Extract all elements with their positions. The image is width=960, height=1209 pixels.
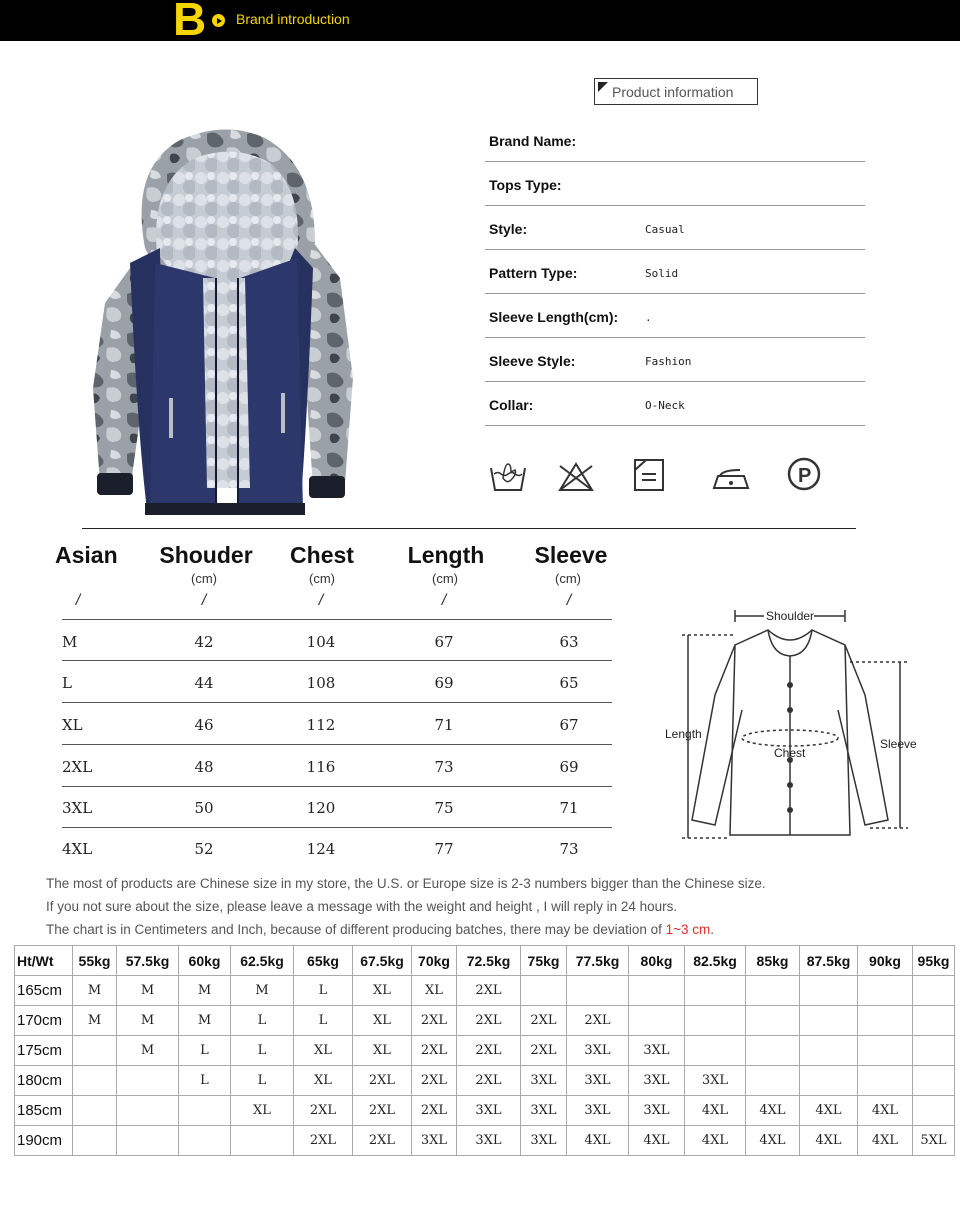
- spec-key: Pattern Type:: [489, 265, 578, 281]
- table-body: [15, 976, 955, 1156]
- size-recommendation-cell: 5XL: [913, 1126, 955, 1156]
- spec-key: Sleeve Style:: [489, 353, 576, 369]
- measurement-cell: 69: [559, 758, 579, 776]
- col-slash: /: [75, 592, 81, 609]
- col-slash: /: [201, 592, 207, 609]
- table-row: [15, 976, 955, 1006]
- measurement-cell: 116: [306, 758, 336, 776]
- size-recommendation-cell: 3XL: [521, 1126, 567, 1156]
- shoulder-label: Shoulder: [766, 609, 815, 623]
- header-title: Brand introduction: [236, 11, 350, 27]
- table-header-row: [15, 946, 955, 976]
- col-unit: (cm): [432, 571, 458, 586]
- size-recommendation-cell: M: [179, 976, 231, 1006]
- size-recommendation-cell: L: [231, 1006, 294, 1036]
- size-recommendation-cell: XL: [353, 1036, 412, 1066]
- row-divider: [62, 786, 612, 787]
- size-recommendation-cell: [913, 976, 955, 1006]
- size-recommendation-cell: [629, 976, 685, 1006]
- measurement-cell: 67: [559, 716, 579, 734]
- table-corner-cell: Ht/Wt: [15, 946, 73, 976]
- note-deviation-value: 1~3 cm: [665, 922, 711, 937]
- size-cell: L: [62, 674, 72, 692]
- weight-header: 72.5kg: [457, 946, 521, 976]
- measurement-cell: 50: [194, 799, 214, 817]
- measurement-cell: 77: [434, 840, 454, 858]
- size-recommendation-cell: [913, 1006, 955, 1036]
- size-recommendation-cell: XL: [353, 976, 412, 1006]
- size-recommendation-cell: [521, 976, 567, 1006]
- note-line-3-text: The chart is in Centimeters and Inch, because of different producing batches, there may be deviation of: [46, 922, 666, 937]
- weight-header: 55kg: [73, 946, 117, 976]
- size-recommendation-cell: [746, 1006, 800, 1036]
- sleeve-label: Sleeve: [880, 737, 917, 751]
- col-unit: (cm): [191, 571, 217, 586]
- size-recommendation-cell: 2XL: [412, 1006, 457, 1036]
- measurement-cell: 46: [194, 716, 214, 734]
- size-recommendation-cell: [117, 1066, 179, 1096]
- spec-list: [485, 118, 865, 426]
- size-recommendation-cell: [231, 1126, 294, 1156]
- size-recommendation-cell: 3XL: [521, 1096, 567, 1126]
- measurement-cell: 48: [194, 758, 214, 776]
- height-cell: 165cm: [15, 976, 73, 1006]
- measurement-cell: 108: [306, 674, 336, 692]
- spec-value: .: [645, 311, 652, 324]
- size-recommendation-cell: 2XL: [457, 1006, 521, 1036]
- size-recommendation-cell: 2XL: [567, 1006, 629, 1036]
- size-recommendation-cell: 3XL: [629, 1036, 685, 1066]
- table-row: [15, 1006, 955, 1036]
- table-row: [15, 1096, 955, 1126]
- table-row: [15, 1126, 955, 1156]
- hoodie-product-image: [85, 128, 370, 523]
- size-recommendation-cell: 2XL: [412, 1096, 457, 1126]
- size-recommendation-cell: XL: [294, 1036, 353, 1066]
- spec-key: Style:: [489, 221, 528, 237]
- spec-value: Solid: [645, 267, 679, 280]
- size-recommendation-cell: M: [73, 1006, 117, 1036]
- measurement-cell: 112: [306, 716, 336, 734]
- spec-key: Sleeve Length(cm):: [489, 309, 619, 325]
- size-recommendation-cell: [685, 1036, 746, 1066]
- size-recommendation-cell: L: [294, 1006, 353, 1036]
- spec-row-brand: [485, 118, 865, 162]
- size-recommendation-cell: [629, 1006, 685, 1036]
- spec-row-tops-type: [485, 162, 865, 206]
- size-recommendation-cell: 3XL: [567, 1036, 629, 1066]
- play-icon: [212, 14, 225, 27]
- size-recommendation-cell: [746, 976, 800, 1006]
- spec-row-pattern: [485, 250, 865, 294]
- size-recommendation-cell: [685, 1006, 746, 1036]
- size-recommendation-cell: [567, 976, 629, 1006]
- measurement-cell: 75: [434, 799, 454, 817]
- length-label: Length: [665, 727, 702, 741]
- size-recommendation-cell: 2XL: [521, 1036, 567, 1066]
- size-recommendation-cell: [858, 1006, 913, 1036]
- size-recommendation-cell: 4XL: [746, 1126, 800, 1156]
- table-row: [15, 1036, 955, 1066]
- size-cell: 2XL: [62, 758, 93, 776]
- section-letter: B: [173, 0, 207, 45]
- size-recommendation-cell: M: [179, 1006, 231, 1036]
- size-recommendation-cell: [800, 1066, 858, 1096]
- size-recommendation-cell: 2XL: [353, 1066, 412, 1096]
- height-cell: 175cm: [15, 1036, 73, 1066]
- measurement-cell: 69: [434, 674, 454, 692]
- size-recommendation-cell: [73, 1066, 117, 1096]
- corner-triangle-icon: [598, 82, 608, 92]
- size-recommendation-cell: 3XL: [457, 1096, 521, 1126]
- row-divider: [62, 827, 612, 828]
- tumble-dry-icon: [630, 456, 670, 496]
- spec-row-collar: [485, 382, 865, 426]
- spec-key: Tops Type:: [489, 177, 562, 193]
- size-recommendation-cell: [858, 1066, 913, 1096]
- col-header-chest: Chest: [290, 542, 354, 568]
- hand-wash-icon: [488, 456, 528, 496]
- size-recommendation-cell: L: [231, 1036, 294, 1066]
- size-recommendation-cell: M: [117, 1036, 179, 1066]
- size-recommendation-cell: 2XL: [457, 1036, 521, 1066]
- size-cell: 4XL: [62, 840, 93, 858]
- size-recommendation-cell: XL: [353, 1006, 412, 1036]
- note-line-3: [46, 922, 714, 937]
- size-recommendation-cell: XL: [412, 976, 457, 1006]
- size-recommendation-cell: 3XL: [412, 1126, 457, 1156]
- size-recommendation-cell: [746, 1036, 800, 1066]
- size-recommendation-cell: [746, 1066, 800, 1096]
- iron-icon: [710, 456, 750, 496]
- size-recommendation-cell: 4XL: [858, 1126, 913, 1156]
- note-line-2: If you not sure about the size, please leave a message with the weight and height , I will reply in 24 hours.: [46, 899, 678, 914]
- col-header-length: Length: [407, 542, 485, 568]
- weight-header: 77.5kg: [567, 946, 629, 976]
- size-recommendation-cell: 4XL: [746, 1096, 800, 1126]
- size-recommendation-cell: [913, 1096, 955, 1126]
- size-recommendation-cell: M: [117, 976, 179, 1006]
- measurement-cell: 73: [559, 840, 579, 858]
- size-recommendation-cell: 2XL: [412, 1066, 457, 1096]
- measurement-cell: 104: [306, 633, 336, 651]
- col-header-shoulder: Shouder: [159, 542, 253, 568]
- measurement-cell: 63: [559, 633, 579, 651]
- size-recommendation-cell: [73, 1126, 117, 1156]
- size-recommendation-cell: M: [117, 1006, 179, 1036]
- size-recommendation-cell: [685, 976, 746, 1006]
- measurement-cell: 73: [434, 758, 454, 776]
- weight-header: 62.5kg: [231, 946, 294, 976]
- weight-header: 67.5kg: [353, 946, 412, 976]
- measurement-cell: 52: [194, 840, 214, 858]
- spec-value: Casual: [645, 223, 685, 236]
- spec-key: Collar:: [489, 397, 534, 413]
- size-recommendation-cell: 4XL: [567, 1126, 629, 1156]
- measurement-cell: 120: [306, 799, 336, 817]
- size-recommendation-cell: L: [179, 1036, 231, 1066]
- weight-header: 85kg: [746, 946, 800, 976]
- spec-value: Fashion: [645, 355, 692, 368]
- measurement-cell: 71: [434, 716, 454, 734]
- do-not-bleach-icon: [556, 456, 596, 496]
- size-recommendation-cell: 4XL: [858, 1096, 913, 1126]
- height-cell: 190cm: [15, 1126, 73, 1156]
- size-recommendation-cell: 3XL: [567, 1066, 629, 1096]
- size-recommendation-cell: 4XL: [800, 1096, 858, 1126]
- weight-header: 65kg: [294, 946, 353, 976]
- product-information-label: [594, 78, 758, 105]
- size-recommendation-cell: 3XL: [567, 1096, 629, 1126]
- size-recommendation-cell: L: [294, 976, 353, 1006]
- col-slash: /: [318, 592, 324, 609]
- size-cell: 3XL: [62, 799, 93, 817]
- size-cell: M: [62, 633, 78, 651]
- size-recommendation-cell: XL: [231, 1096, 294, 1126]
- row-divider: [62, 660, 612, 661]
- col-header-sleeve: Sleeve: [534, 542, 608, 568]
- col-unit: (cm): [555, 571, 581, 586]
- height-cell: 185cm: [15, 1096, 73, 1126]
- chest-label: Chest: [774, 746, 806, 760]
- height-cell: 180cm: [15, 1066, 73, 1096]
- note-line-3-end: .: [710, 922, 715, 937]
- spec-value: O-Neck: [645, 399, 685, 412]
- product-information-text: Product information: [612, 84, 734, 100]
- size-recommendation-cell: [800, 1036, 858, 1066]
- size-recommendation-cell: [858, 1036, 913, 1066]
- svg-text:P: P: [798, 465, 812, 487]
- size-recommendation-cell: M: [231, 976, 294, 1006]
- size-recommendation-cell: 2XL: [294, 1126, 353, 1156]
- spec-row-sleeve-style: [485, 338, 865, 382]
- measurement-cell: 44: [194, 674, 214, 692]
- size-recommendation-cell: 4XL: [685, 1096, 746, 1126]
- measurement-cell: 124: [306, 840, 336, 858]
- size-recommendation-cell: 4XL: [685, 1126, 746, 1156]
- size-recommendation-cell: 3XL: [629, 1066, 685, 1096]
- header-bar: [0, 0, 960, 45]
- size-recommendation-cell: 4XL: [800, 1126, 858, 1156]
- note-line-1: The most of products are Chinese size in my store, the U.S. or Europe size is 2-3 numbers bigger than the Chinese size.: [46, 876, 766, 891]
- row-divider: [62, 619, 612, 620]
- col-slash: /: [566, 592, 572, 609]
- size-recommendation-cell: [913, 1066, 955, 1096]
- col-slash: /: [441, 592, 447, 609]
- size-recommendation-cell: 2XL: [412, 1036, 457, 1066]
- spec-row-sleeve-length: [485, 294, 865, 338]
- weight-header: 90kg: [858, 946, 913, 976]
- spec-row-style: [485, 206, 865, 250]
- size-recommendation-cell: 3XL: [457, 1126, 521, 1156]
- size-recommendation-cell: M: [73, 976, 117, 1006]
- weight-header: 75kg: [521, 946, 567, 976]
- size-recommendation-cell: 2XL: [521, 1006, 567, 1036]
- size-recommendation-cell: [858, 976, 913, 1006]
- col-header-asian: Asian: [55, 542, 118, 568]
- size-recommendation-cell: [913, 1036, 955, 1066]
- measurement-cell: 42: [194, 633, 214, 651]
- size-recommendation-cell: 2XL: [457, 1066, 521, 1096]
- table-row: [15, 1066, 955, 1096]
- size-recommendation-cell: [117, 1096, 179, 1126]
- size-recommendation-cell: 2XL: [353, 1126, 412, 1156]
- size-recommendation-cell: [179, 1126, 231, 1156]
- weight-header: 80kg: [629, 946, 685, 976]
- size-recommendation-cell: 2XL: [353, 1096, 412, 1126]
- size-cell: XL: [62, 716, 83, 734]
- size-recommendation-cell: [800, 1006, 858, 1036]
- row-divider: [62, 702, 612, 703]
- size-recommendation-cell: 4XL: [629, 1126, 685, 1156]
- size-recommendation-cell: 2XL: [457, 976, 521, 1006]
- weight-header: 57.5kg: [117, 946, 179, 976]
- weight-header: 70kg: [412, 946, 457, 976]
- measurement-cell: 65: [559, 674, 579, 692]
- size-recommendation-cell: XL: [294, 1066, 353, 1096]
- size-recommendation-cell: 2XL: [294, 1096, 353, 1126]
- measurement-cell: 71: [559, 799, 579, 817]
- height-cell: 170cm: [15, 1006, 73, 1036]
- spec-key: Brand Name:: [489, 133, 577, 149]
- dry-clean-p-icon: [785, 456, 825, 496]
- height-weight-table: [14, 945, 955, 1156]
- size-recommendation-cell: [73, 1036, 117, 1066]
- weight-header: 82.5kg: [685, 946, 746, 976]
- measurement-diagram: [660, 600, 920, 845]
- size-recommendation-cell: [73, 1096, 117, 1126]
- weight-header: 95kg: [913, 946, 955, 976]
- size-recommendation-cell: 3XL: [521, 1066, 567, 1096]
- weight-header: 87.5kg: [800, 946, 858, 976]
- row-divider: [62, 744, 612, 745]
- size-recommendation-cell: L: [179, 1066, 231, 1096]
- size-recommendation-cell: 3XL: [685, 1066, 746, 1096]
- size-recommendation-cell: [800, 976, 858, 1006]
- size-recommendation-cell: 3XL: [629, 1096, 685, 1126]
- size-recommendation-cell: [117, 1126, 179, 1156]
- size-recommendation-cell: [179, 1096, 231, 1126]
- section-divider: [82, 528, 856, 529]
- weight-header: 60kg: [179, 946, 231, 976]
- measurement-cell: 67: [434, 633, 454, 651]
- size-recommendation-cell: L: [231, 1066, 294, 1096]
- col-unit: (cm): [309, 571, 335, 586]
